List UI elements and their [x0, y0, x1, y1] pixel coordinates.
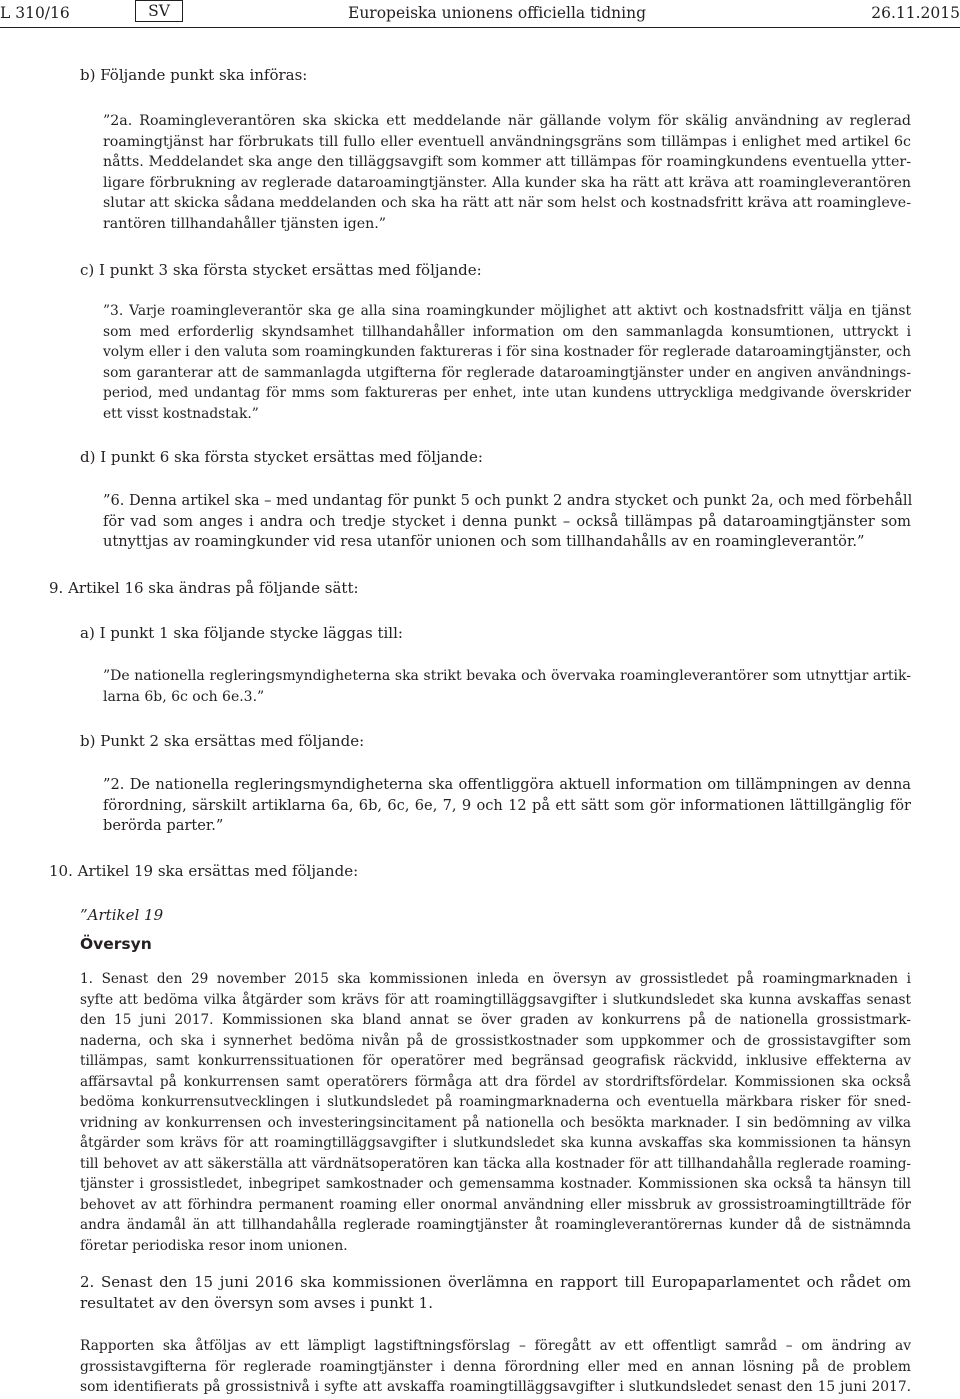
- text-line: syfte att bedöma vilka åtgärder som krävs för att roamingtilläggsavgifter i slutkundsledet ska kunna avskaffas senast: [80, 991, 911, 1008]
- text-line: ”3. Varje roamingleverantör ska ge alla sina roamingkunder möjlighet att aktivt och kostnadsfritt välja en tjänst: [103, 303, 911, 319]
- text-line: för vad som anges i andra och tredje stycket i denna punkt – också tillämpas på dataroamingtjänster som: [103, 512, 911, 530]
- item-10-heading: 10. Artikel 19 ska ersättas med följande:: [49, 862, 359, 880]
- text-line: behovet av att förhindra permanent roaming eller onormal användning eller missbruk av grossistroamingtillträde för: [80, 1196, 911, 1213]
- text-line: berörda parter.”: [103, 817, 224, 834]
- text-line: volym eller i den valuta som roamingkunden faktureras i för sina kostnader för reglerade dataroamingtjänster, och: [103, 344, 911, 360]
- item-d-heading: d) I punkt 6 ska första stycket ersättas med följande:: [80, 448, 483, 466]
- section-title: Översyn: [80, 935, 152, 953]
- text-line: den 15 juni 2017. Kommissionen ska bland annat se över graden av konkurrens på de nationella grossistmark-: [80, 1012, 911, 1028]
- item-c-heading: c) I punkt 3 ska första stycket ersättas med följande:: [80, 261, 482, 279]
- paragraph-3: [80, 1336, 911, 1398]
- text-line: förordning, särskilt artiklarna 6a, 6b, 6c, 6e, 7, 9 och 12 på ett sätt som gör informationen lättillgänglig för: [103, 796, 911, 814]
- text-line: ”De nationella regleringsmyndigheterna ska strikt bevaka och övervaka roamingleverantörer som utnyttjar artik-: [103, 668, 911, 684]
- text-line: som identifierats på grossistnivå i syfte att avskaffa roamingtilläggsavgifter i slutkundsledet senast den 15 juni 2017.: [80, 1379, 911, 1395]
- header-divider: [0, 27, 960, 28]
- item-9b-quote: [103, 775, 911, 837]
- text-line: till behovet av att säkerställa att värdnätsoperatören kan täcka alla kostnader för att tillhandahålla reglerade roaming-: [80, 1155, 911, 1172]
- item-c-quote: [103, 301, 911, 424]
- text-line: andra ändamål än att tillhandahålla reglerade roamingtjänster åt roamingleverantörernas kunder då de sistnämnda: [80, 1217, 911, 1233]
- text-line: grossistavgifterna för reglerade roamingtjänster i denna förordning eller med en annan lösning på de problem: [80, 1358, 911, 1375]
- text-line: nåtts. Meddelandet ska ange den tilläggsavgift som kommer att tillämpas för roamingkundens eventuella ytter-: [103, 154, 911, 170]
- item-b-quote: [103, 111, 911, 234]
- item-9a-quote: [103, 666, 911, 707]
- text-line: bedöma konkurrensutvecklingen i slutkundsledet på roamingmarknaderna och eventuella märkbara risker för sned-: [80, 1094, 911, 1110]
- text-line: ”2. De nationella regleringsmyndigheterna ska offentliggöra aktuell information om tillämpningen av denna: [103, 776, 911, 793]
- item-9b-heading: b) Punkt 2 ska ersättas med följande:: [80, 732, 365, 750]
- page-number: L 310/16: [0, 4, 70, 22]
- text-line: period, med undantag för mms som faktureras per enhet, inte utan kundens uttryckliga medgivande överskrider: [103, 385, 911, 401]
- text-line: larna 6b, 6c och 6e.3.”: [103, 688, 265, 705]
- text-line: tjänster i grossistledet, inbegripet samkostnader och gemensamma kostnader. Kommissionen ska också ta hänsyn till: [80, 1176, 911, 1192]
- text-line: resultatet av den översyn som avses i punkt 1.: [80, 1293, 433, 1312]
- text-line: ett visst kostnadstak.”: [103, 405, 259, 422]
- language-badge: SV: [135, 0, 183, 22]
- text-line: rantören tillhandahåller tjänsten igen.”: [103, 215, 387, 232]
- text-line: utnyttjas av roamingkunder vid resa utanför unionen och som tillhandahålls av en roamingleverantör.”: [103, 533, 865, 550]
- item-9a-heading: a) I punkt 1 ska följande stycke läggas till:: [80, 624, 403, 642]
- paragraph-2: [80, 1272, 911, 1313]
- text-line: 2. Senast den 15 juni 2016 ska kommissionen överlämna en rapport till Europaparlamentet och rådet om: [80, 1273, 911, 1291]
- text-line: ligare förbrukning av reglerade dataroamingtjänster. Alla kunder ska ha rätt att kräva att roamingleverantören: [103, 174, 911, 191]
- text-line: åtgärder som krävs för att roamingtilläggsavgifter i slutkundsledet ska kunna avskaffas ska kommissionen ta hänsyn: [80, 1135, 911, 1151]
- item-b-heading: b) Följande punkt ska införas:: [80, 66, 308, 84]
- text-line: 1. Senast den 29 november 2015 ska kommissionen inleda en översyn av grossistledet på roamingmarknaden i: [80, 971, 911, 987]
- text-line: naderna, och ska i synnerhet bedöma nivån på de grossistkostnader som uppkommer och de grossistavgifter som: [80, 1032, 911, 1049]
- text-line: slutar att skicka sådana meddelanden och ska ha rätt att när som helst och kostnadsfritt kräva att roamingleve-: [103, 195, 911, 211]
- text-line: Rapporten ska åtföljas av ett lämpligt lagstiftningsförslag – föregått av ett offentligt samråd – om ändring av: [80, 1338, 911, 1354]
- text-line: affärsavtal på konkurrensen samt operatörers förmåga att dra fördel av stordriftsfördelar. Kommissionen ska också: [80, 1073, 911, 1090]
- text-line: företar periodiska resor inom unionen.: [80, 1237, 348, 1254]
- article-title: ”Artikel 19: [80, 906, 164, 924]
- text-line: ”6. Denna artikel ska – med undantag för punkt 5 och punkt 2 andra stycket och punkt 2a, och med förbehåll: [103, 492, 913, 509]
- item-9-heading: 9. Artikel 16 ska ändras på följande sätt:: [49, 579, 359, 597]
- text-line: som med erforderlig skyndsamhet tillhandahåller information om den sammanlagda konsumtionen, uttryckt i: [103, 323, 911, 340]
- text-line: tillämpas, samt konkurrenssituationen för operatörer med begränsad geografisk räckvidd, inklusive effekterna av: [80, 1053, 911, 1069]
- publication-date: 26.11.2015: [871, 4, 960, 22]
- text-line: vridning av konkurrensen och investeringsincitament på nationella och besökta marknader. I sin bedömning av vilka: [80, 1114, 911, 1131]
- paragraph-1: [80, 969, 911, 1256]
- item-d-quote: [103, 491, 911, 553]
- text-line: ”2a. Roamingleverantören ska skicka ett meddelande när gällande volym för skälig användning av reglerad: [103, 113, 911, 129]
- text-line: som garanterar att de sammanlagda utgifterna för reglerade dataroamingtjänster under en angiven användnings-: [103, 364, 911, 381]
- journal-title: Europeiska unionens officiella tidning: [348, 4, 647, 22]
- text-line: roamingtjänst har förbrukats till fullo eller eventuell användningsgräns som tillämpas i enlighet med artikel 6c: [103, 133, 911, 150]
